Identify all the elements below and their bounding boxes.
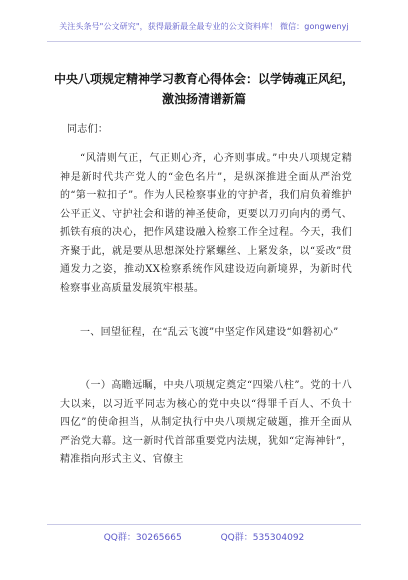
header-note: 关注头条号"公文研究"，获得最新最全最专业的公文资料库！ 微信：gongwenyj xyxy=(59,22,349,31)
footer xyxy=(0,532,408,544)
title-line-2: 激浊扬清谱新篇 xyxy=(161,92,246,106)
document-title xyxy=(40,69,368,109)
footer-qq-group-1: QQ群：30265665 xyxy=(103,533,182,543)
salutation: 同志们： xyxy=(67,124,109,135)
footer-qq-group-2: QQ群：535304092 xyxy=(220,533,305,543)
footer-divider xyxy=(47,524,361,525)
title-line-1: 中央八项规定精神学习教育心得体会：以学铸魂正风纪， xyxy=(53,72,354,86)
paragraph-section-1-1: （一）高瞻远瞩，中央八项规定奠定“四梁八柱”。党的十八大以来，以习近平同志为核心的党中央以“得罪千百人、不负十四亿”的使命担当，从制定执行中央八项规定破题，推开全面从严治党大幕。这一新时代首部重要党内法规，犹如“定海神针”，精准指向形式主义、官僚主 xyxy=(60,380,352,465)
paragraph-intro: “风清则气正，气正则心齐，心齐则事成。”中央八项规定精神是新时代共产党人的“金色名片”，是纵深推进全面从严治党的“第一粒扣子”。作为人民检察事业的守护者，我们肩负着维护公平正义、守护社会和谐的神圣使命，更要以刀刃向内的勇气、抓铁有痕的决心，把作风建设融入检察工作全过程。今天，我们齐聚于此，就是要从思想深处拧紧螺丝、上紧发条，以“妥改”贯通发力之姿，推动XX检察系统作风建设迈向新境界，为新时代检察事业高质量发展筑牢根基。 xyxy=(60,153,352,294)
section-heading-1: 一、回望征程，在“乱云飞渡”中坚定作风建设“如磐初心” xyxy=(80,327,339,338)
header-divider xyxy=(47,41,361,42)
